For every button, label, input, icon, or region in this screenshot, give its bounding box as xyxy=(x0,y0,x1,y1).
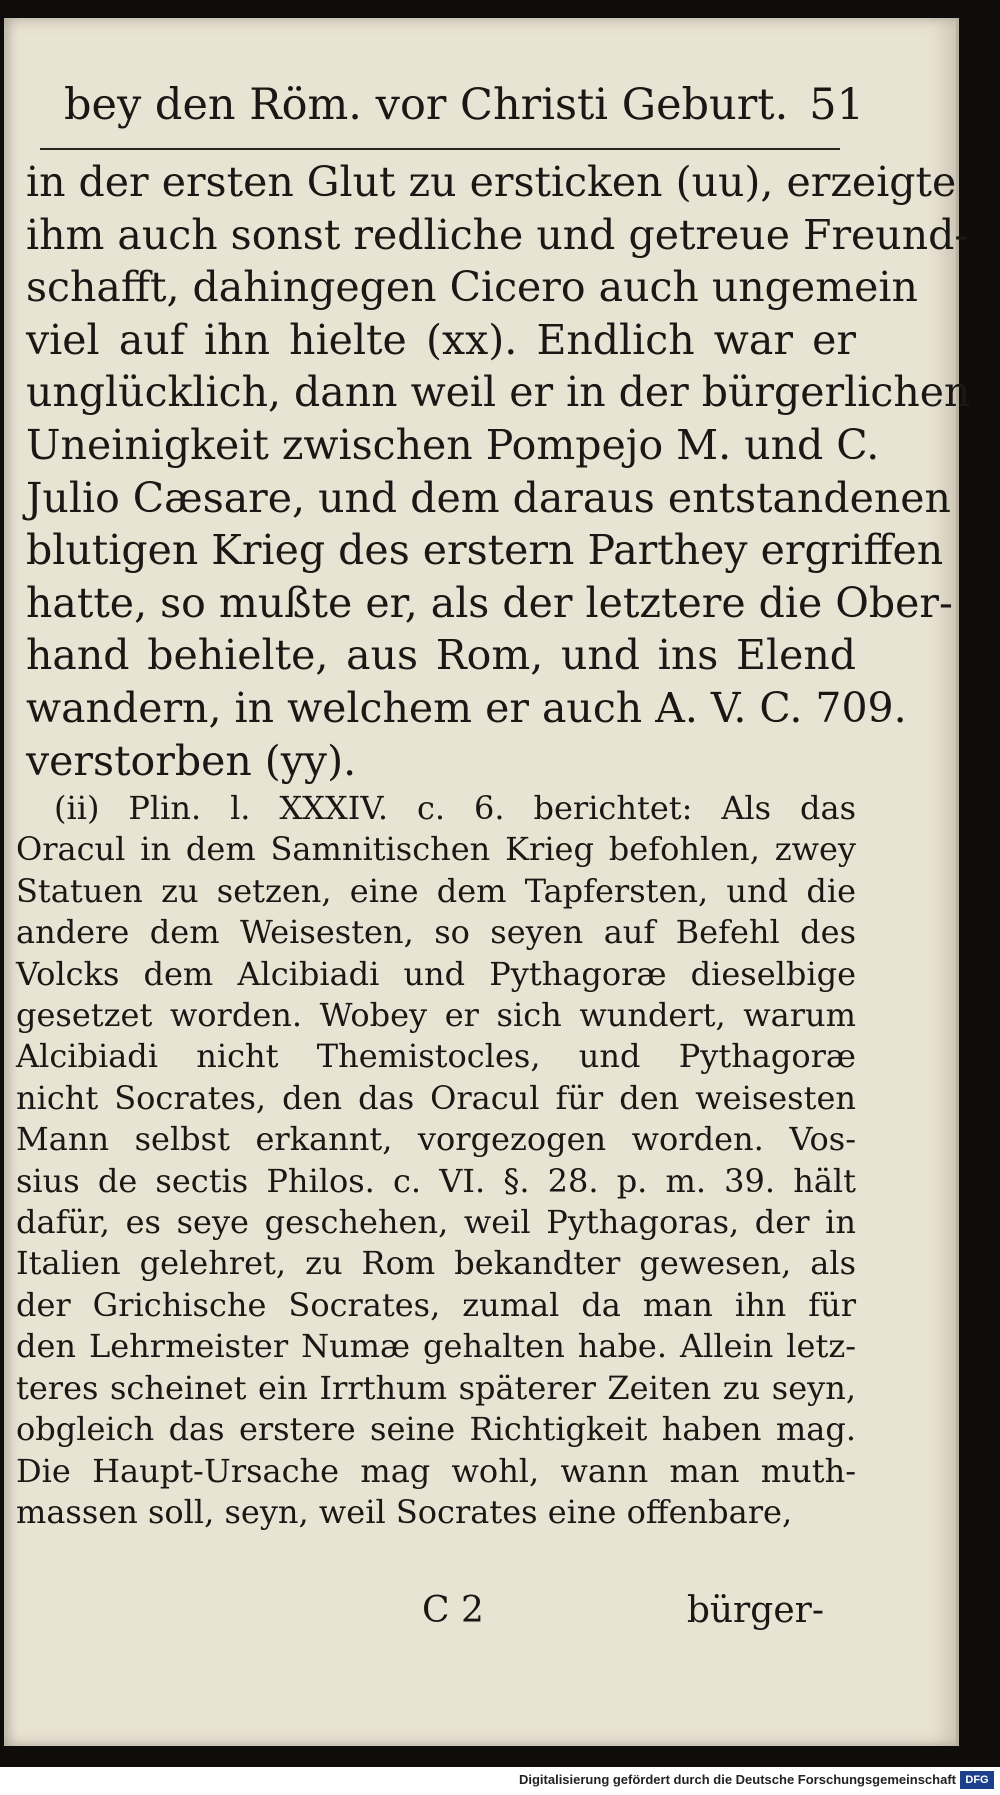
text-line: Julio Cæsare, und dem daraus entstandenen xyxy=(26,473,951,522)
running-head-title: bey den Röm. vor Christi Geburt. xyxy=(64,80,789,130)
text-line: blutigen Krieg des erstern Parthey ergriffen xyxy=(26,526,944,575)
text-line: Uneinigkeit zwischen Pompejo M. und C. xyxy=(26,420,880,469)
footnote-line: teres scheinet ein Irrthum späterer Zeiten zu seyn, xyxy=(16,1368,856,1407)
text-line: wandern, in welchem er auch A. V. C. 709. xyxy=(26,683,907,732)
footnote-line: der Grichische Socrates, zumal da man ihn für xyxy=(16,1285,856,1324)
footnote-line: sius de sectis Philos. c. VI. §. 28. p. m. 39. hält xyxy=(16,1161,856,1200)
footnote-block xyxy=(16,788,856,1533)
footnote-line: dafür, es seye geschehen, weil Pythagoras, der in xyxy=(16,1203,856,1242)
footnote-line: Oracul in dem Samnitischen Krieg befohlen, zwey xyxy=(16,830,856,869)
page-foot xyxy=(4,1590,956,1638)
digitization-footer xyxy=(0,1767,1000,1795)
signature-mark: C 2 xyxy=(422,1590,484,1631)
dfg-logo-icon: DFG xyxy=(960,1771,994,1789)
running-head xyxy=(64,80,864,130)
text-line: unglücklich, dann weil er in der bürgerlichen xyxy=(26,368,971,417)
footnote-line: Italien gelehret, zu Rom bekandter gewesen, als xyxy=(16,1244,856,1283)
book-page xyxy=(4,18,971,1746)
footnote-line: Volcks dem Alcibiadi und Pythagoræ dieselbige xyxy=(16,954,856,993)
footnote-line: Die Haupt-Ursache mag wohl, wann man muth- xyxy=(16,1451,856,1490)
text-line: viel auf ihn hielte (xx). Endlich war er xyxy=(26,315,856,364)
main-text-block xyxy=(26,156,971,787)
footnote-line: den Lehrmeister Numæ gehalten habe. Allein letz- xyxy=(16,1327,856,1366)
text-line: verstorben (yy). xyxy=(26,736,357,785)
footnote-line: (ii) Plin. l. XXXIV. c. 6. berichtet: Als das xyxy=(54,789,856,827)
footnote-line: obgleich das erstere seine Richtigkeit haben mag. xyxy=(16,1410,856,1449)
text-line: schafft, dahingegen Cicero auch ungemein xyxy=(26,263,918,312)
footnote-line: gesetzet worden. Wobey er sich wundert, warum xyxy=(16,996,856,1035)
footnote-line: andere dem Weisesten, so seyen auf Befehl des xyxy=(16,913,856,952)
footer-credit: Digitalisierung gefördert durch die Deutsche Forschungsgemeinschaft xyxy=(518,1772,956,1787)
footnote-line: nicht Socrates, den das Oracul für den weisesten xyxy=(16,1078,856,1117)
text-line: hand behielte, aus Rom, und ins Elend xyxy=(26,631,856,680)
page-number: 51 xyxy=(809,80,864,130)
header-rule xyxy=(40,148,840,150)
footnote-line: Mann selbst erkannt, vorgezogen worden. Vos- xyxy=(16,1120,856,1159)
text-line: hatte, so mußte er, als der letztere die Ober- xyxy=(26,578,953,627)
footnote-line: massen soll, seyn, weil Socrates eine offenbare, xyxy=(16,1492,793,1531)
catchword: bürger- xyxy=(686,1590,824,1631)
footnote-line: Statuen zu setzen, eine dem Tapfersten, und die xyxy=(16,871,856,910)
text-line: ihm auch sonst redliche und getreue Freund- xyxy=(26,210,969,259)
footnote-line: Alcibiadi nicht Themistocles, und Pythagoræ xyxy=(16,1037,856,1076)
text-line: in der ersten Glut zu ersticken (uu), erzeigte xyxy=(26,158,957,206)
